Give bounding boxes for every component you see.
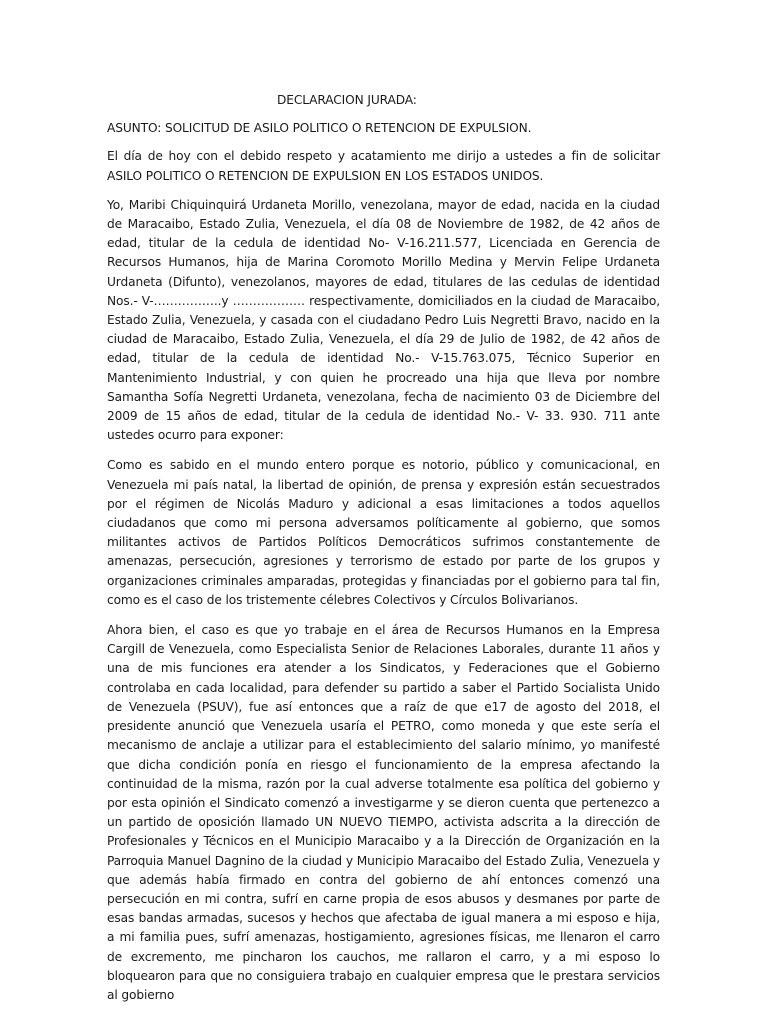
document-title: DECLARACION JURADA: — [277, 93, 417, 107]
paragraph-account: Ahora bien, el caso es que yo trabaje en el área de Recursos Humanos en la Empresa Cargill de Venezuela, como Especialista Senior de Relaciones Laborales, durante 11 años y una de mis funciones era atender a los Sindicatos, y Federaciones que el Gobierno controlaba en cada localidad, para defender su partido a saber el Partido Socialista Unido de Venezuela (PSUV), fue así entonces que a raíz de que e17 de agosto del 2018, el presidente anunció que Venezuela usaría el PETRO, como moneda y que este sería el mecanismo de anclaje a utilizar para el establecimiento del salario mínimo, yo manifesté que dicha condición ponía en riesgo el funcionamiento de la empresa afectando la continuidad de la misma, razón por la cual adverse totalmente esa política del gobierno y por esta opinión el Sindicato comenzó a investigarme y se dieron cuenta que pertenezco a un partido de oposición llamado UN NUEVO TIEMPO, activista adscrita a la dirección de Profesionales y Técnicos en el Municipio Maracaibo y a la Dirección de Organización en la Parroquia Manuel Dagnino de la ciudad y Municipio Maracaibo del Estado Zulia, Venezuela y que además había firmado en contra del gobierno de ahí entonces comenzó una persecución en mi contra, sufrí en carne propia de esos abusos y desmanes por parte de esas bandas armadas, sucesos y hechos que afectaba de igual manera a mi esposo e hija, a mi familia pues, sufrí amenazas, hostigamiento, agresiones físicas, me llenaron el carro de excremento, me pincharon los cauchos, me rallaron el carro, y a mi esposo lo bloquearon para que no consiguiera trabajo en cualquier empresa que le prestara servicios al gobierno — [107, 623, 660, 1002]
document-subject: ASUNTO: SOLICITUD DE ASILO POLITICO O RETENCION DE EXPULSION. — [107, 121, 532, 136]
paragraph-request: El día de hoy con el debido respeto y acatamiento me dirijo a ustedes a fin de solicitar ASILO POLITICO O RETENCION DE EXPULSION EN LOS ESTADOS UNIDOS. — [107, 149, 660, 183]
paragraph-context: Como es sabido en el mundo entero porque es notorio, público y comunicacional, en Venezuela mi país natal, la libertad de opinión, de prensa y expresión están secuestrados por el régimen de Nicolás Maduro y adicional a esas limitaciones a todos aquellos ciudadanos que como mi persona adversamos políticamente al gobierno, que somos militantes activos de Partidos Políticos Democráticos sufrimos constantemente de amenazas, persecución, agresiones y terrorismo de estado por parte de los grupos y organizaciones criminales amparadas, protegidas y financiadas por el gobierno para tal fin, como es el caso de los tristemente célebres Colectivos y Círculos Bolivarianos. — [107, 458, 660, 607]
paragraph-identification: Yo, Maribi Chiquinquirá Urdaneta Morillo, venezolana, mayor de edad, nacida en la ciudad de Maracaibo, Estado Zulia, Venezuela, el día 08 de Noviembre de 1982, de 42 años de edad, titular de la cedula de identidad No- V-16.211.577, Licenciada en Gerencia de Recursos Humanos, hija de Marina Coromoto Morillo Medina y Mervin Felipe Urdaneta Urdaneta (Difunto), venezolanos, mayores de edad, titulares de las cedulas de identidad Nos.- V-……………..y ……………… respectivamente, domiciliados en la ciudad de Maracaibo, Estado Zulia, Venezuela, y casada con el ciudadano Pedro Luis Negretti Bravo, nacido en la ciudad de Maracaibo, Estado Zulia, Venezuela, el día 29 de Julio de 1982, de 42 años de edad, titular de la cedula de identidad No.- V-15.763.075, Técnico Superior en Mantenimiento Industrial, y con quien he procreado una hija que lleva por nombre Samantha Sofía Negretti Urdaneta, venezolana, fecha de nacimiento 03 de Diciembre del 2009 de 15 años de edad, titular de la cedula de identidad No.- V- 33. 930. 711 ante ustedes ocurro para exponer: — [107, 197, 660, 443]
document-body — [107, 91, 660, 1015]
